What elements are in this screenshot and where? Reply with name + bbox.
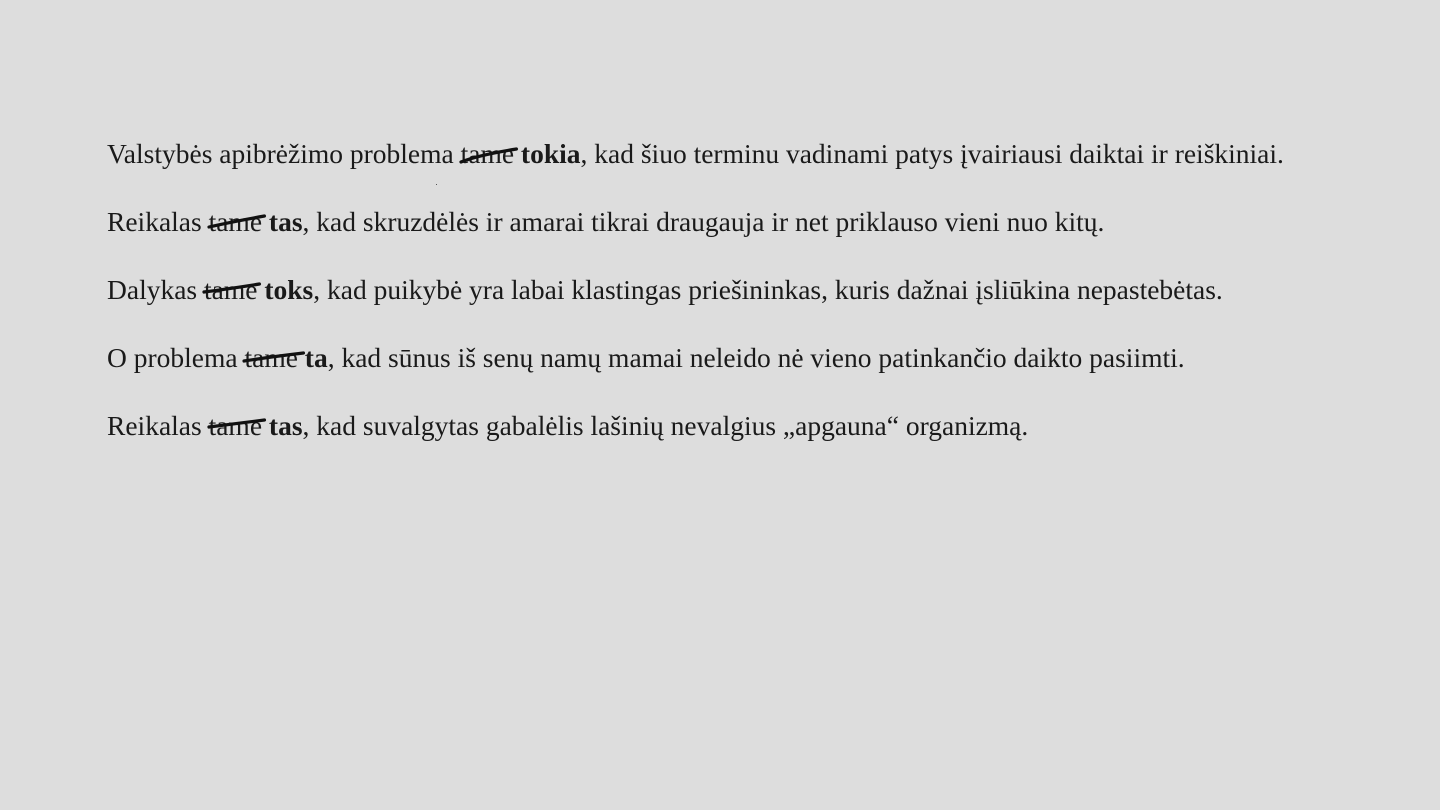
- sentence-text-after: , kad puikybė yra labai klastingas priešininkas, kuris dažnai įsliūkina nepastebėtas.: [313, 274, 1223, 305]
- sentence-text-after: , kad šiuo terminu vadinami patys įvairiausi daiktai ir reiškiniai.: [580, 138, 1284, 169]
- struck-word: [204, 272, 257, 308]
- replacement-word: ta: [304, 342, 328, 373]
- sentence-text-before: Dalykas: [107, 274, 204, 305]
- replacement-word: toks: [264, 274, 314, 305]
- stray-dot: [436, 184, 437, 185]
- struck-word: [244, 340, 297, 376]
- sentence-text-after: , kad suvalgytas gabalėlis lašinių nevalgius „apgauna“ organizmą.: [302, 410, 1029, 441]
- sentence-text-after: , kad sūnus iš senų namų mamai neleido nė vieno patinkančio daikto pasiimti.: [327, 342, 1185, 373]
- sentence-5: [107, 408, 1407, 444]
- sentence-2: [107, 204, 1407, 240]
- struck-word-text: tame: [460, 138, 515, 169]
- sentence-text-before: O problema: [107, 342, 245, 373]
- struck-word: [461, 136, 514, 172]
- sentence-text-before: Reikalas: [107, 410, 209, 441]
- struck-word-text: tame: [208, 206, 263, 237]
- replacement-word: tokia: [520, 138, 581, 169]
- sentence-4: [107, 340, 1407, 376]
- sentence-text-after: , kad skruzdėlės ir amarai tikrai draugauja ir net priklauso vieni nuo kitų.: [302, 206, 1105, 237]
- sentence-3: [107, 272, 1407, 308]
- sentence-text-before: Valstybės apibrėžimo problema: [107, 138, 461, 169]
- struck-word-text: tame: [204, 274, 258, 305]
- replacement-word: tas: [268, 206, 303, 237]
- replacement-word: tas: [268, 410, 303, 441]
- struck-word-text: tame: [208, 410, 263, 441]
- sentence-1: [107, 136, 1407, 172]
- sentence-text-before: Reikalas: [107, 206, 209, 237]
- struck-word: [209, 204, 262, 240]
- slide-content: [107, 136, 1407, 476]
- struck-word: [209, 408, 262, 444]
- struck-word-text: tame: [244, 342, 298, 373]
